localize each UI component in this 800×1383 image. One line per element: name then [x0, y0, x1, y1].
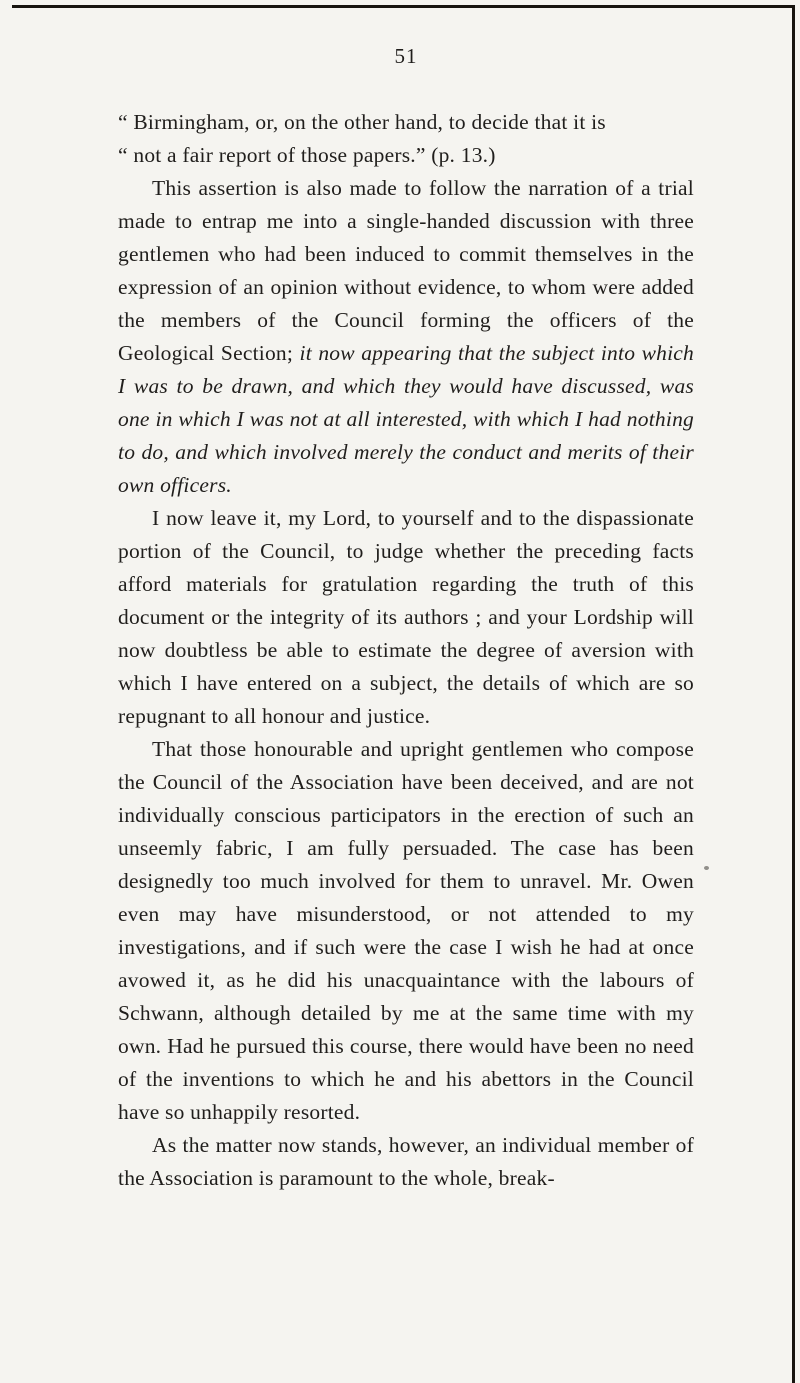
quoted-passage: [118, 106, 694, 172]
quote-line-2: “ not a fair report of those papers.” (p. 13.): [118, 143, 496, 167]
quote-line-1: “ Birmingham, or, on the other hand, to decide that it is: [118, 110, 606, 134]
text-block: [118, 106, 694, 1195]
closing-paragraph: [118, 1129, 694, 1195]
text-segment: As the matter now stands, however, an individual member of the Association is paramount to the whole, break-: [118, 1133, 694, 1190]
ink-speck: [704, 866, 709, 870]
page-edge-top: [12, 5, 795, 8]
text-segment: I now leave it, my Lord, to yourself and to the dispassionate portion of the Council, to judge whether the preceding facts afford materials for gratulation regarding the truth of this document or the integrity of its authors ; and your Lordship will now doubtless be able to estimate the degree of aversion with which I have entered on a subject, the details of which are so repugnant to all honour and justice.: [118, 506, 694, 728]
leave-it-paragraph: [118, 502, 694, 733]
text-segment: This assertion is also made to follow the narration of a trial made to entrap me into a single-handed discussion with three gentlemen who had been induced to commit themselves in the expression of an opinion without evidence, to whom were added the members of the Council forming the officers of the Geological Section;: [118, 176, 694, 365]
assertion-paragraph: [118, 172, 694, 502]
honourable-gentlemen-paragraph: [118, 733, 694, 1129]
page-edge-right: [792, 5, 795, 1383]
italic-text-segment: it now appearing that the subject into which I was to be drawn, and which they would have discussed, was one in which I was not at all interested, with which I had nothing to do, and which involved merely the conduct and merits of their own officers.: [118, 341, 695, 497]
page-number: 51: [394, 44, 418, 68]
text-segment: That those honourable and upright gentlemen who compose the Council of the Association have been deceived, and are not individually conscious participators in the erection of such an unseemly fabric, I am fully persuaded. The case has been designedly too much involved for them to unravel. Mr. Owen even may have misunderstood, or not attended to my investigations, and if such were the case I wish he had at once avowed it, as he did his unacquaintance with the labours of Schwann, although detailed by me at the same time with my own. Had he pursued this course, there would have been no need of the inventions to which he and his abettors in the Council have so unhappily resorted.: [118, 737, 694, 1124]
